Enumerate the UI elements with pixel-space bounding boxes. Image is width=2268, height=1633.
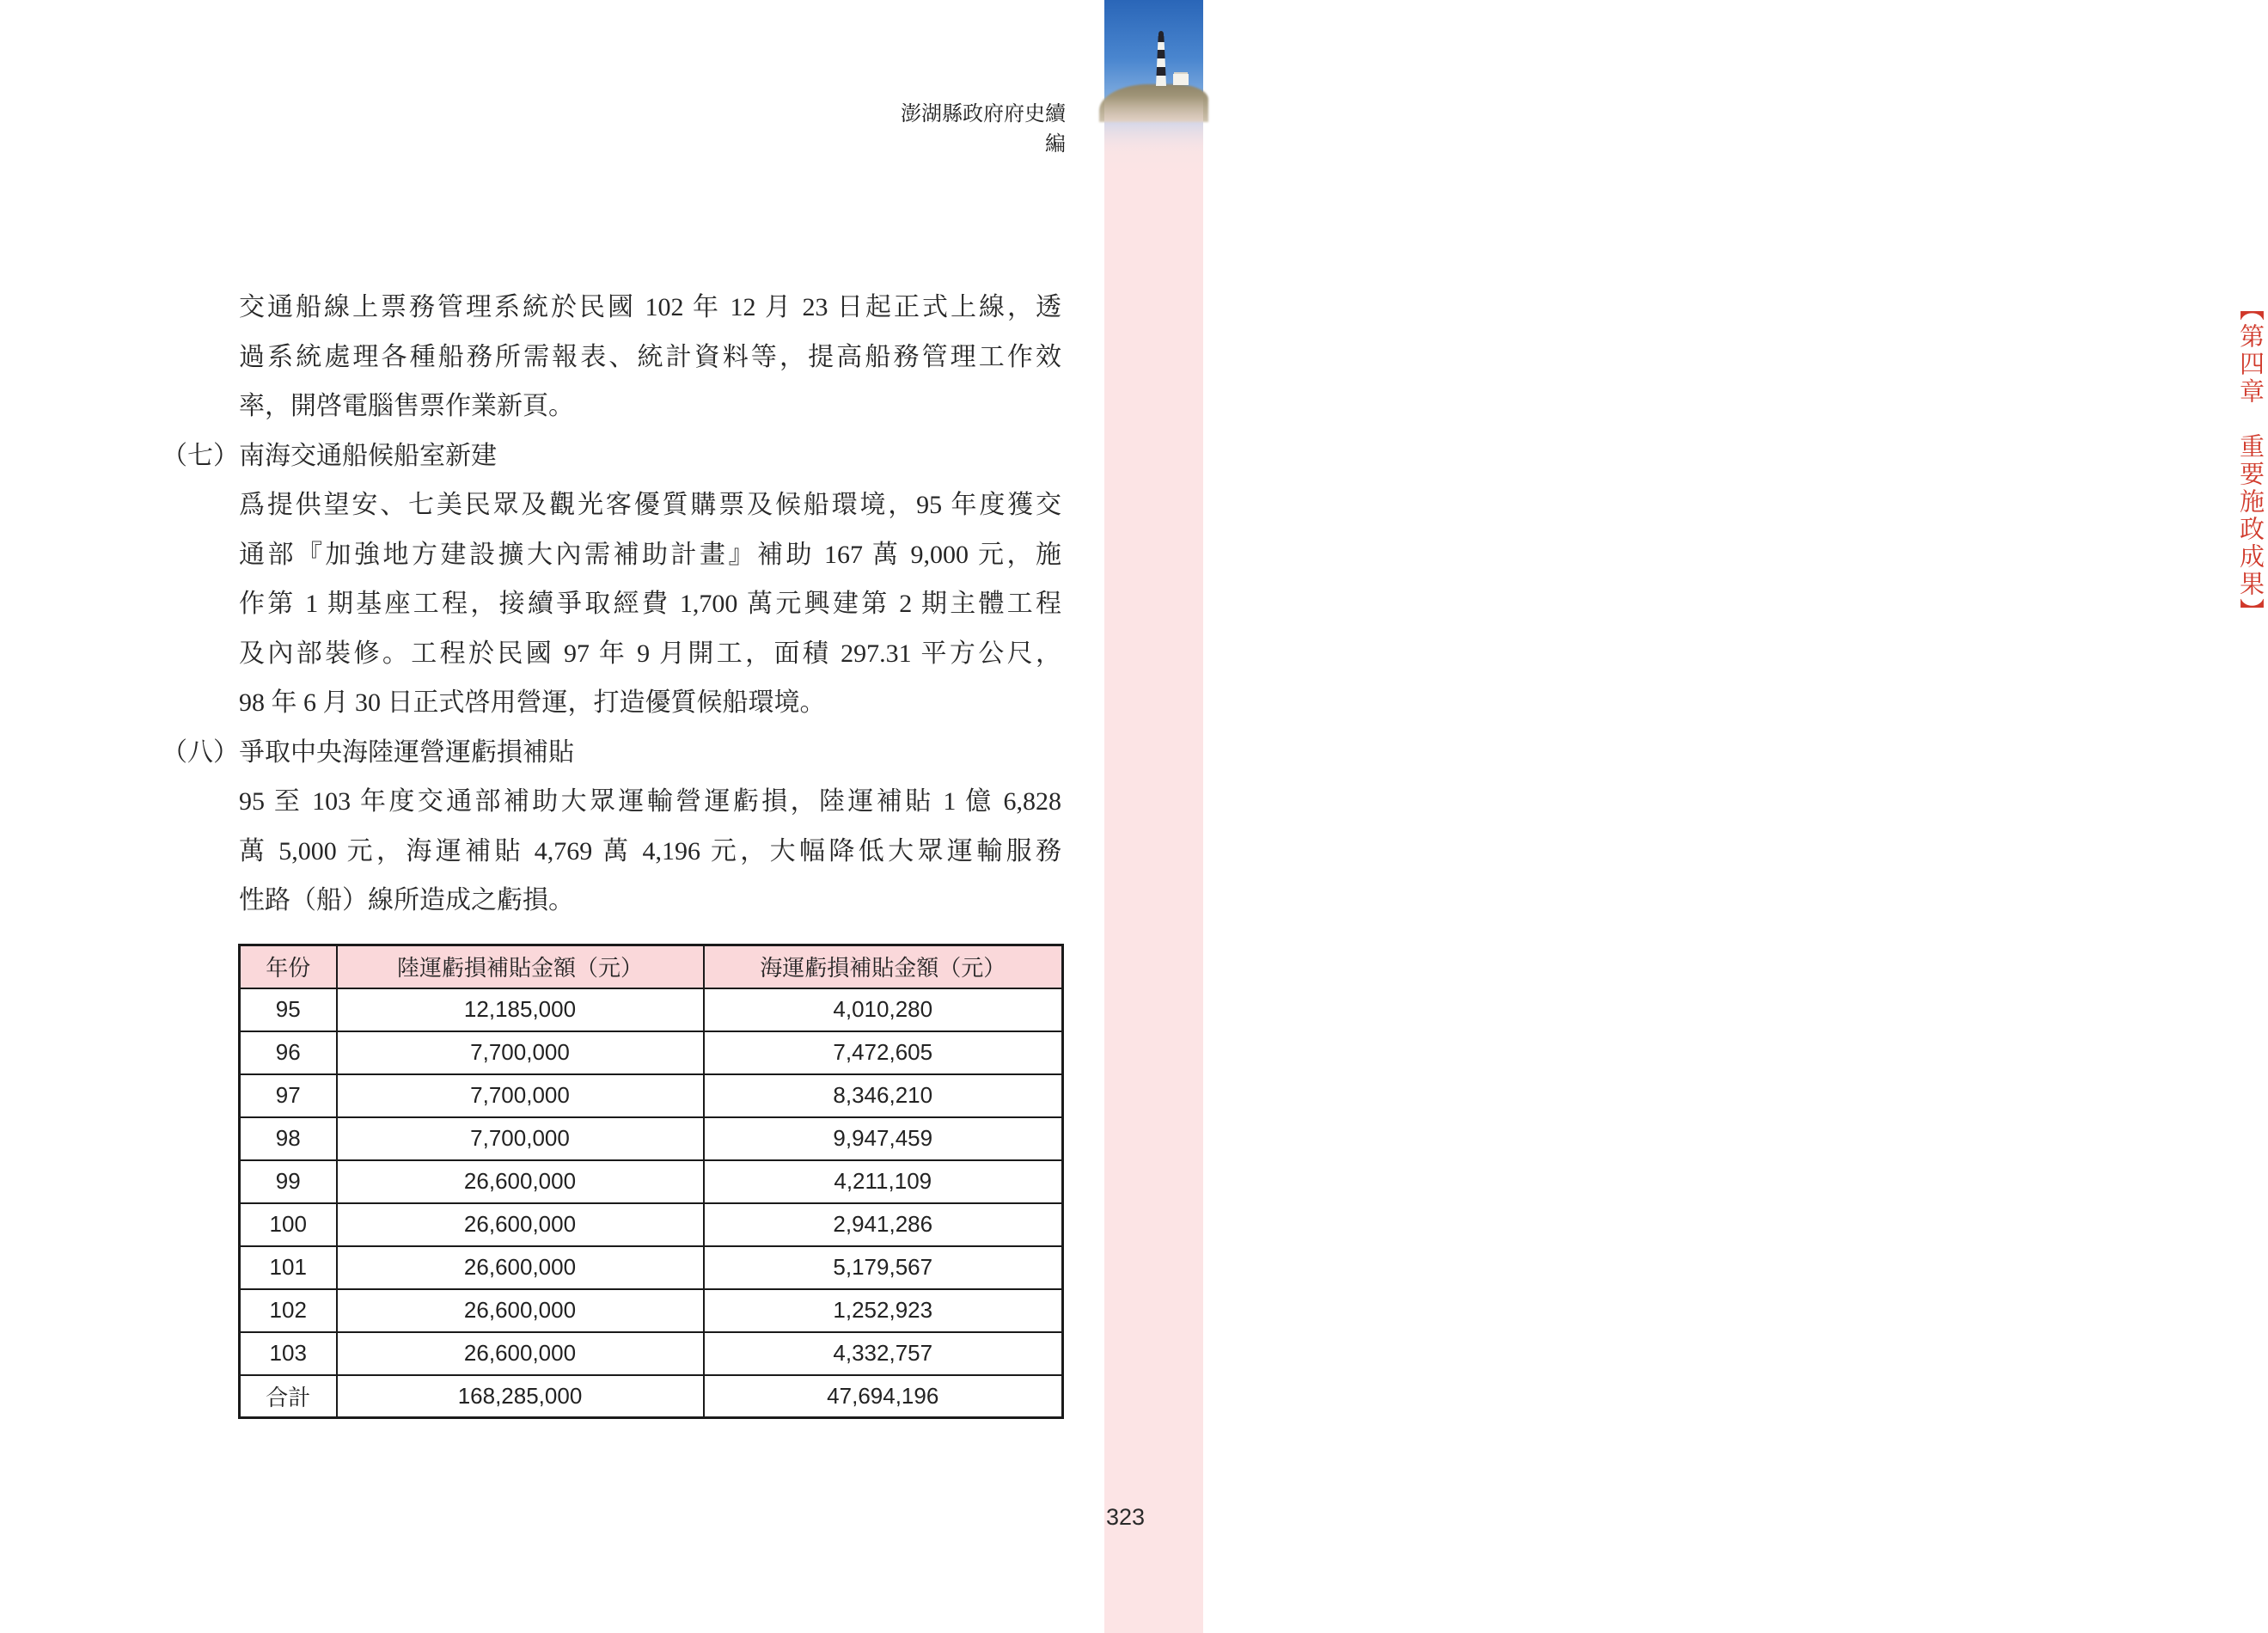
cell-sea: 4,010,280 — [704, 988, 1063, 1031]
paragraph2-line3: 作第 1 期基座工程，接續爭取經費 1,700 萬元興建第 2 期主體工程 — [239, 590, 1061, 618]
paragraph1-line3: 率，開啓電腦售票作業新頁。 — [239, 392, 574, 420]
cell-sea: 7,472,605 — [704, 1031, 1063, 1074]
cell-year: 100 — [240, 1203, 337, 1246]
cell-year: 96 — [240, 1031, 337, 1074]
cell-land: 7,700,000 — [337, 1031, 704, 1074]
col-header-land-subsidy: 陸運虧損補貼金額（元） — [337, 945, 704, 988]
paragraph2-line4: 及內部裝修。工程於民國 97 年 9 月開工，面積 297.31 平方公尺， — [239, 639, 1061, 668]
paragraph3-line1: 95 至 103 年度交通部補助大眾運輸營運虧損，陸運補貼 1 億 6,828 — [239, 787, 1061, 816]
paragraph3-line2: 萬 5,000 元，海運補貼 4,769 萬 4,196 元，大幅降低大眾運輸服務 — [239, 836, 1061, 865]
cell-year: 99 — [240, 1160, 337, 1203]
cell-sea: 1,252,923 — [704, 1289, 1063, 1332]
table-row — [240, 988, 1063, 1031]
cell-year: 98 — [240, 1117, 337, 1160]
table-row — [240, 1160, 1063, 1203]
col-header-sea-subsidy: 海運虧損補貼金額（元） — [704, 945, 1063, 988]
paragraph2-line2: 通部『加強地方建設擴大內需補助計畫』補助 167 萬 9,000 元，施 — [239, 540, 1061, 569]
col-header-year: 年份 — [240, 945, 337, 988]
cell-sea: 4,211,109 — [704, 1160, 1063, 1203]
body-text — [162, 283, 1061, 926]
cell-sea: 4,332,757 — [704, 1332, 1063, 1375]
chapter-vertical-label: 【第四章 重要施政成果】 — [2236, 296, 2264, 626]
page-number: 323 — [1106, 1504, 1146, 1530]
cell-land: 26,600,000 — [337, 1332, 704, 1375]
table-row — [240, 1117, 1063, 1160]
paragraph1-line1: 交通船線上票務管理系統於民國 102 年 12 月 23 日起正式上線，透 — [239, 293, 1061, 321]
lighthouse-photo — [1104, 0, 1203, 185]
paragraph2-line1: 爲提供望安、七美民眾及觀光客優質購票及候船環境，95 年度獲交 — [239, 491, 1061, 519]
cell-year: 95 — [240, 988, 337, 1031]
paragraph2-line5: 98 年 6 月 30 日正式啓用營運，打造優質候船環境。 — [239, 688, 826, 717]
cell-year: 101 — [240, 1246, 337, 1289]
cell-year: 97 — [240, 1074, 337, 1117]
cell-sea-total: 47,694,196 — [704, 1375, 1063, 1418]
cell-sea: 5,179,567 — [704, 1246, 1063, 1289]
cell-land: 26,600,000 — [337, 1160, 704, 1203]
table-row — [240, 1031, 1063, 1074]
section7-heading: （七）南海交通船候船室新建 — [162, 441, 497, 470]
cell-year: 103 — [240, 1332, 337, 1375]
cell-sea: 2,941,286 — [704, 1203, 1063, 1246]
table-total-row — [240, 1375, 1063, 1418]
section8-heading: （八）爭取中央海陸運營運虧損補貼 — [162, 737, 574, 767]
cell-land: 26,600,000 — [337, 1203, 704, 1246]
cell-sea: 9,947,459 — [704, 1117, 1063, 1160]
cell-land-total: 168,285,000 — [337, 1375, 704, 1418]
table-row — [240, 1332, 1063, 1375]
table-row — [240, 1246, 1063, 1289]
table-header-row — [240, 945, 1063, 988]
cell-land: 7,700,000 — [337, 1117, 704, 1160]
paragraph1-line2: 過系統處理各種船務所需報表、統計資料等，提高船務管理工作效 — [239, 342, 1061, 371]
table-row — [240, 1203, 1063, 1246]
paragraph3-line3: 性路（船）線所造成之虧損。 — [239, 886, 574, 914]
cell-land: 26,600,000 — [337, 1246, 704, 1289]
cell-sea: 8,346,210 — [704, 1074, 1063, 1117]
table-row — [240, 1289, 1063, 1332]
cell-land: 12,185,000 — [337, 988, 704, 1031]
table-row — [240, 1074, 1063, 1117]
cell-total-label: 合計 — [240, 1375, 337, 1418]
chapter-sidebar — [1104, 0, 2264, 1633]
running-head-title: 澎湖縣政府府史續編 — [901, 102, 1066, 156]
cell-year: 102 — [240, 1289, 337, 1332]
cell-land: 7,700,000 — [337, 1074, 704, 1117]
photo-fade-overlay — [1104, 0, 1203, 185]
cell-land: 26,600,000 — [337, 1289, 704, 1332]
subsidy-table — [238, 944, 1064, 1419]
